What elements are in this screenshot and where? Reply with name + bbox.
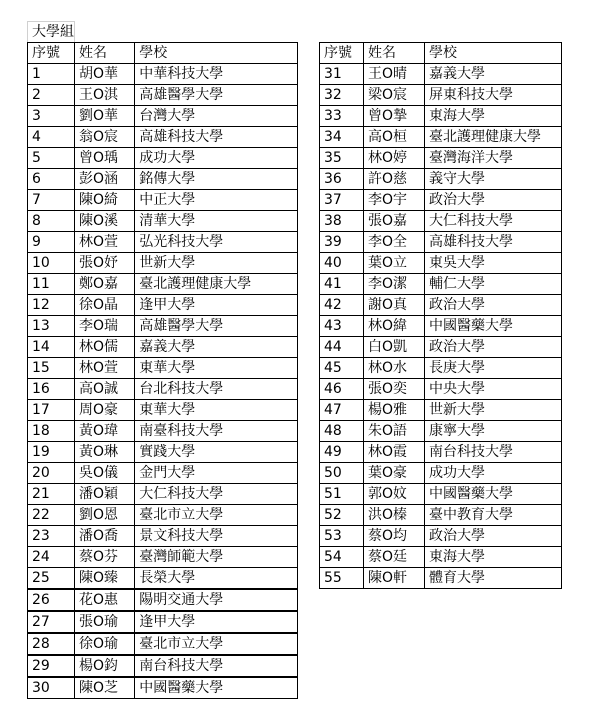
student-name: 陳O溪 (75, 211, 135, 232)
header-name: 姓名 (75, 43, 135, 64)
school-name: 中國醫藥大學 (135, 677, 298, 699)
school-name: 台北科技大學 (135, 379, 298, 400)
row-number: 50 (320, 463, 364, 484)
student-name: 梁O宸 (364, 85, 425, 106)
table-row (28, 484, 298, 505)
table-row (28, 611, 298, 633)
student-name: 翁O宸 (75, 127, 135, 148)
student-name: 李O潔 (364, 274, 425, 295)
school-name: 義守大學 (425, 169, 562, 190)
student-name: 李O宇 (364, 190, 425, 211)
row-number: 33 (320, 106, 364, 127)
student-name: 鄭O嘉 (75, 274, 135, 295)
table-row (320, 232, 562, 253)
student-name: 李O瑞 (75, 316, 135, 337)
student-name: 張O嘉 (364, 211, 425, 232)
school-name: 臺北護理健康大學 (425, 127, 562, 148)
table-row (28, 655, 298, 677)
school-name: 屏東科技大學 (425, 85, 562, 106)
table-row (320, 253, 562, 274)
student-name: 洪O榛 (364, 505, 425, 526)
student-name: 王O淇 (75, 85, 135, 106)
student-name: 周O豪 (75, 400, 135, 421)
row-number: 47 (320, 400, 364, 421)
row-number: 38 (320, 211, 364, 232)
table-row (320, 526, 562, 547)
table-row (28, 85, 298, 106)
row-number: 22 (28, 505, 75, 526)
row-number: 16 (28, 379, 75, 400)
student-name: 花O惠 (75, 589, 135, 611)
row-number: 6 (28, 169, 75, 190)
title-spacer (75, 22, 135, 43)
student-name: 林O婷 (364, 148, 425, 169)
row-number: 36 (320, 169, 364, 190)
row-number: 37 (320, 190, 364, 211)
table-row (320, 316, 562, 337)
student-name: 林O緯 (364, 316, 425, 337)
student-name: 曾O瑀 (75, 148, 135, 169)
table-row (320, 463, 562, 484)
table-row (320, 295, 562, 316)
row-number: 9 (28, 232, 75, 253)
row-number: 42 (320, 295, 364, 316)
school-name: 臺北護理健康大學 (135, 274, 298, 295)
row-number: 23 (28, 526, 75, 547)
row-number: 28 (28, 633, 75, 655)
student-name: 潘O穎 (75, 484, 135, 505)
student-name: 陳O綺 (75, 190, 135, 211)
row-number: 1 (28, 64, 75, 85)
student-name: 李O全 (364, 232, 425, 253)
header-school: 學校 (135, 43, 298, 64)
table-row (320, 484, 562, 505)
table-row (28, 400, 298, 421)
row-number: 13 (28, 316, 75, 337)
row-number: 30 (28, 677, 75, 699)
school-name: 金門大學 (135, 463, 298, 484)
table-row (320, 127, 562, 148)
header-no: 序號 (28, 43, 75, 64)
row-number: 12 (28, 295, 75, 316)
school-name: 逢甲大學 (135, 611, 298, 633)
right-table (319, 42, 562, 589)
table-row (28, 253, 298, 274)
row-number: 14 (28, 337, 75, 358)
left-table (27, 21, 298, 699)
school-name: 康寧大學 (425, 421, 562, 442)
school-name: 長庚大學 (425, 358, 562, 379)
school-name: 世新大學 (425, 400, 562, 421)
student-name: 王O晴 (364, 64, 425, 85)
student-name: 高O誠 (75, 379, 135, 400)
row-number: 32 (320, 85, 364, 106)
student-name: 陳O芝 (75, 677, 135, 699)
table-row (28, 463, 298, 484)
school-name: 高雄醫學大學 (135, 85, 298, 106)
table-row (28, 633, 298, 655)
table-title: 大學組 (28, 22, 75, 43)
school-name: 世新大學 (135, 253, 298, 274)
student-name: 彭O涵 (75, 169, 135, 190)
table-row (320, 547, 562, 568)
row-number: 15 (28, 358, 75, 379)
student-name: 林O儒 (75, 337, 135, 358)
student-name: 林O萱 (75, 232, 135, 253)
table-row (28, 148, 298, 169)
student-name: 郭O妏 (364, 484, 425, 505)
table-row (28, 169, 298, 190)
table-row (28, 211, 298, 232)
table-row (28, 316, 298, 337)
school-name: 中正大學 (135, 190, 298, 211)
school-name: 大仁科技大學 (135, 484, 298, 505)
student-name: 楊O鈞 (75, 655, 135, 677)
header-row (320, 43, 562, 64)
student-name: 朱O語 (364, 421, 425, 442)
school-name: 輔仁大學 (425, 274, 562, 295)
school-name: 高雄科技大學 (135, 127, 298, 148)
table-row (320, 169, 562, 190)
student-name: 林O霞 (364, 442, 425, 463)
row-number: 4 (28, 127, 75, 148)
school-name: 清華大學 (135, 211, 298, 232)
row-number: 51 (320, 484, 364, 505)
table-row (28, 421, 298, 442)
row-number: 40 (320, 253, 364, 274)
table-row (320, 505, 562, 526)
student-name: 胡O華 (75, 64, 135, 85)
school-name: 政治大學 (425, 295, 562, 316)
student-name: 葉O立 (364, 253, 425, 274)
row-number: 43 (320, 316, 364, 337)
row-number: 24 (28, 547, 75, 568)
student-name: 蔡O廷 (364, 547, 425, 568)
table-row (28, 442, 298, 463)
row-number: 10 (28, 253, 75, 274)
school-name: 東海大學 (425, 106, 562, 127)
student-name: 陳O臻 (75, 568, 135, 590)
table-row (28, 127, 298, 148)
school-name: 中華科技大學 (135, 64, 298, 85)
header-no: 序號 (320, 43, 364, 64)
school-name: 南台科技大學 (135, 655, 298, 677)
school-name: 景文科技大學 (135, 526, 298, 547)
student-name: 黃O琳 (75, 442, 135, 463)
row-number: 25 (28, 568, 75, 590)
table-row (28, 526, 298, 547)
student-name: 潘O喬 (75, 526, 135, 547)
table-row (28, 589, 298, 611)
school-name: 中央大學 (425, 379, 562, 400)
school-name: 逢甲大學 (135, 295, 298, 316)
table-row (320, 64, 562, 85)
row-number: 55 (320, 568, 364, 589)
school-name: 臺北市立大學 (135, 633, 298, 655)
table-row (28, 190, 298, 211)
row-number: 53 (320, 526, 364, 547)
table-row (28, 677, 298, 699)
student-name: 高O桓 (364, 127, 425, 148)
table-row (28, 358, 298, 379)
school-name: 體育大學 (425, 568, 562, 589)
student-name: 張O妤 (75, 253, 135, 274)
school-name: 政治大學 (425, 526, 562, 547)
school-name: 弘光科技大學 (135, 232, 298, 253)
row-number: 54 (320, 547, 364, 568)
student-name: 許O慈 (364, 169, 425, 190)
school-name: 陽明交通大學 (135, 589, 298, 611)
row-number: 7 (28, 190, 75, 211)
school-name: 中國醫藥大學 (425, 484, 562, 505)
table-row (28, 547, 298, 568)
school-name: 東華大學 (135, 358, 298, 379)
student-name: 林O萱 (75, 358, 135, 379)
student-name: 黃O瑋 (75, 421, 135, 442)
student-name: 劉O華 (75, 106, 135, 127)
table-row (28, 568, 298, 590)
student-name: 謝O真 (364, 295, 425, 316)
school-name: 成功大學 (425, 463, 562, 484)
student-name: 蔡O均 (364, 526, 425, 547)
school-name: 臺灣海洋大學 (425, 148, 562, 169)
school-name: 南台科技大學 (425, 442, 562, 463)
table-row (28, 505, 298, 526)
row-number: 2 (28, 85, 75, 106)
student-name: 徐O瑜 (75, 633, 135, 655)
row-number: 34 (320, 127, 364, 148)
table-row (28, 106, 298, 127)
student-name: 徐O晶 (75, 295, 135, 316)
row-number: 26 (28, 589, 75, 611)
table-row (320, 358, 562, 379)
row-number: 11 (28, 274, 75, 295)
row-number: 39 (320, 232, 364, 253)
student-name: 蔡O芬 (75, 547, 135, 568)
table-row (28, 232, 298, 253)
row-number: 17 (28, 400, 75, 421)
row-number: 31 (320, 64, 364, 85)
school-name: 臺中教育大學 (425, 505, 562, 526)
school-name: 高雄科技大學 (425, 232, 562, 253)
school-name: 臺北市立大學 (135, 505, 298, 526)
table-row (320, 211, 562, 232)
student-name: 劉O恩 (75, 505, 135, 526)
student-name: 陳O軒 (364, 568, 425, 589)
school-name: 成功大學 (135, 148, 298, 169)
school-name: 大仁科技大學 (425, 211, 562, 232)
school-name: 嘉義大學 (135, 337, 298, 358)
school-name: 南臺科技大學 (135, 421, 298, 442)
school-name: 政治大學 (425, 190, 562, 211)
school-name: 東吳大學 (425, 253, 562, 274)
table-row (28, 295, 298, 316)
school-name: 東海大學 (425, 547, 562, 568)
student-name: 楊O雅 (364, 400, 425, 421)
row-number: 48 (320, 421, 364, 442)
row-number: 41 (320, 274, 364, 295)
school-name: 東華大學 (135, 400, 298, 421)
table-row (320, 379, 562, 400)
row-number: 18 (28, 421, 75, 442)
row-number: 35 (320, 148, 364, 169)
row-number: 8 (28, 211, 75, 232)
table-row (320, 400, 562, 421)
table-row (320, 442, 562, 463)
school-name: 銘傳大學 (135, 169, 298, 190)
student-name: 曾O摯 (364, 106, 425, 127)
student-name: 林O水 (364, 358, 425, 379)
table-row (28, 274, 298, 295)
table-row (320, 568, 562, 589)
student-name: 葉O豪 (364, 463, 425, 484)
school-name: 嘉義大學 (425, 64, 562, 85)
school-name: 台灣大學 (135, 106, 298, 127)
table-row (320, 85, 562, 106)
table-row (320, 421, 562, 442)
table-row (28, 337, 298, 358)
table-row (320, 337, 562, 358)
row-number: 45 (320, 358, 364, 379)
title-spacer (135, 22, 298, 43)
row-number: 20 (28, 463, 75, 484)
header-name: 姓名 (364, 43, 425, 64)
table-row (320, 106, 562, 127)
student-name: 張O瑜 (75, 611, 135, 633)
header-row (28, 43, 298, 64)
row-number: 44 (320, 337, 364, 358)
table-row (320, 148, 562, 169)
school-name: 臺灣師範大學 (135, 547, 298, 568)
header-school: 學校 (425, 43, 562, 64)
row-number: 5 (28, 148, 75, 169)
title-row (28, 22, 298, 43)
school-name: 實踐大學 (135, 442, 298, 463)
row-number: 19 (28, 442, 75, 463)
table-row (28, 64, 298, 85)
school-name: 政治大學 (425, 337, 562, 358)
school-name: 高雄醫學大學 (135, 316, 298, 337)
table-row (320, 274, 562, 295)
student-name: 吳O儀 (75, 463, 135, 484)
student-name: 白O凱 (364, 337, 425, 358)
school-name: 長榮大學 (135, 568, 298, 590)
school-name: 中國醫藥大學 (425, 316, 562, 337)
row-number: 52 (320, 505, 364, 526)
row-number: 21 (28, 484, 75, 505)
row-number: 3 (28, 106, 75, 127)
row-number: 49 (320, 442, 364, 463)
row-number: 46 (320, 379, 364, 400)
table-row (28, 379, 298, 400)
row-number: 29 (28, 655, 75, 677)
student-name: 張O奕 (364, 379, 425, 400)
row-number: 27 (28, 611, 75, 633)
table-row (320, 190, 562, 211)
